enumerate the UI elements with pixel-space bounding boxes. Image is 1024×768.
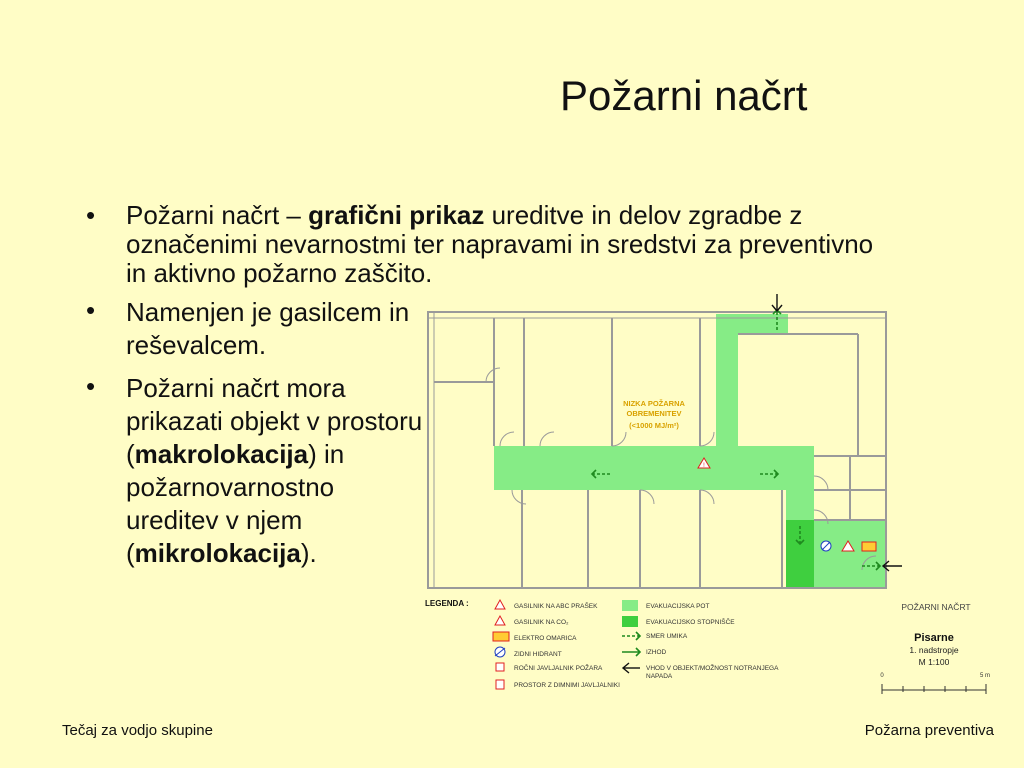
slide-title: Požarni načrt: [560, 72, 808, 119]
footer-topic: Požarna preventiva: [864, 722, 994, 739]
bullet-dot: •: [86, 371, 96, 401]
footer-course: Tečaj za vodjo skupine: [62, 722, 213, 739]
svg-text:VHOD V OBJEKT/MOŽNOST NOTRANJE: VHOD V OBJEKT/MOŽNOST NOTRANJEGA: [646, 665, 779, 672]
svg-text:0: 0: [880, 673, 884, 679]
escape-direction-icon: [622, 632, 640, 640]
bullet-dot: •: [86, 295, 96, 325]
svg-text:GASILNIK NA CO₂: GASILNIK NA CO₂: [514, 619, 569, 626]
plan-title-block: [880, 602, 990, 679]
bullet-dot: •: [86, 200, 96, 230]
co2-extinguisher-icon: [495, 616, 505, 625]
svg-text:OBREMENITEV: OBREMENITEV: [626, 409, 682, 418]
bullet-text: Požarni načrt – grafični prikaz ureditve in delov zgradbe z označenimi nevarnostmi ter napravami in sredstvi za preventivno in aktivno požarno zaščito.: [126, 200, 874, 288]
bullet-text: Požarni načrt mora prikazati objekt v prostoru (makrolokacija) in požarnovarnostno ureditev v njem (mikrolokacija).: [126, 373, 423, 568]
scale-bar: [882, 684, 986, 694]
svg-text:POŽARNI NAČRT: POŽARNI NAČRT: [901, 602, 971, 612]
legend-right: [622, 600, 779, 680]
svg-text:NAPADA: NAPADA: [646, 673, 673, 680]
svg-text:PROSTOR Z DIMNIMI JAVLJALNIKI: PROSTOR Z DIMNIMI JAVLJALNIKI: [514, 682, 620, 689]
svg-text:Pisarne: Pisarne: [914, 632, 954, 644]
electric-cabinet-icon: [862, 542, 876, 551]
svg-text:!: !: [703, 463, 705, 469]
svg-text:ELEKTRO OMARICA: ELEKTRO OMARICA: [514, 635, 577, 642]
smoke-detector-icon: [496, 680, 504, 689]
legend-left: [493, 600, 620, 689]
hydrant-icon: [821, 541, 831, 551]
fire-alarm-icon: [496, 663, 504, 671]
legend-title: LEGENDA :: [425, 599, 469, 608]
fire-plan-drawing: [415, 288, 1005, 698]
svg-text:(<1000 MJ/m²): (<1000 MJ/m²): [629, 421, 679, 430]
svg-text:ROČNI JAVLJALNIK POŽARA: ROČNI JAVLJALNIK POŽARA: [514, 665, 603, 672]
svg-text:NIZKA POŽARNA: NIZKA POŽARNA: [623, 399, 685, 408]
svg-text:IZHOD: IZHOD: [646, 649, 667, 656]
svg-text:M 1:100: M 1:100: [918, 657, 950, 667]
extinguisher-icon: [495, 600, 505, 609]
svg-text:EVAKUACIJSKO STOPNIŠČE: EVAKUACIJSKO STOPNIŠČE: [646, 619, 735, 626]
fire-load-label: [623, 399, 685, 430]
svg-text:5 m: 5 m: [979, 673, 991, 679]
svg-text:GASILNIK NA ABC PRAŠEK: GASILNIK NA ABC PRAŠEK: [514, 603, 598, 610]
svg-text:1. nadstropje: 1. nadstropje: [909, 645, 959, 655]
svg-text:EVAKUACIJSKA POT: EVAKUACIJSKA POT: [646, 603, 710, 610]
entry-arrow-icon: [623, 663, 640, 673]
electric-cabinet-icon: [493, 632, 509, 641]
svg-text:SMER UMIKA: SMER UMIKA: [646, 633, 688, 640]
hydrant-icon: [495, 647, 505, 657]
svg-text:ZIDNI HIDRANT: ZIDNI HIDRANT: [514, 651, 562, 658]
exit-icon: [622, 648, 640, 656]
bullet-text: Namenjen je gasilcem in reševalcem.: [126, 297, 410, 360]
